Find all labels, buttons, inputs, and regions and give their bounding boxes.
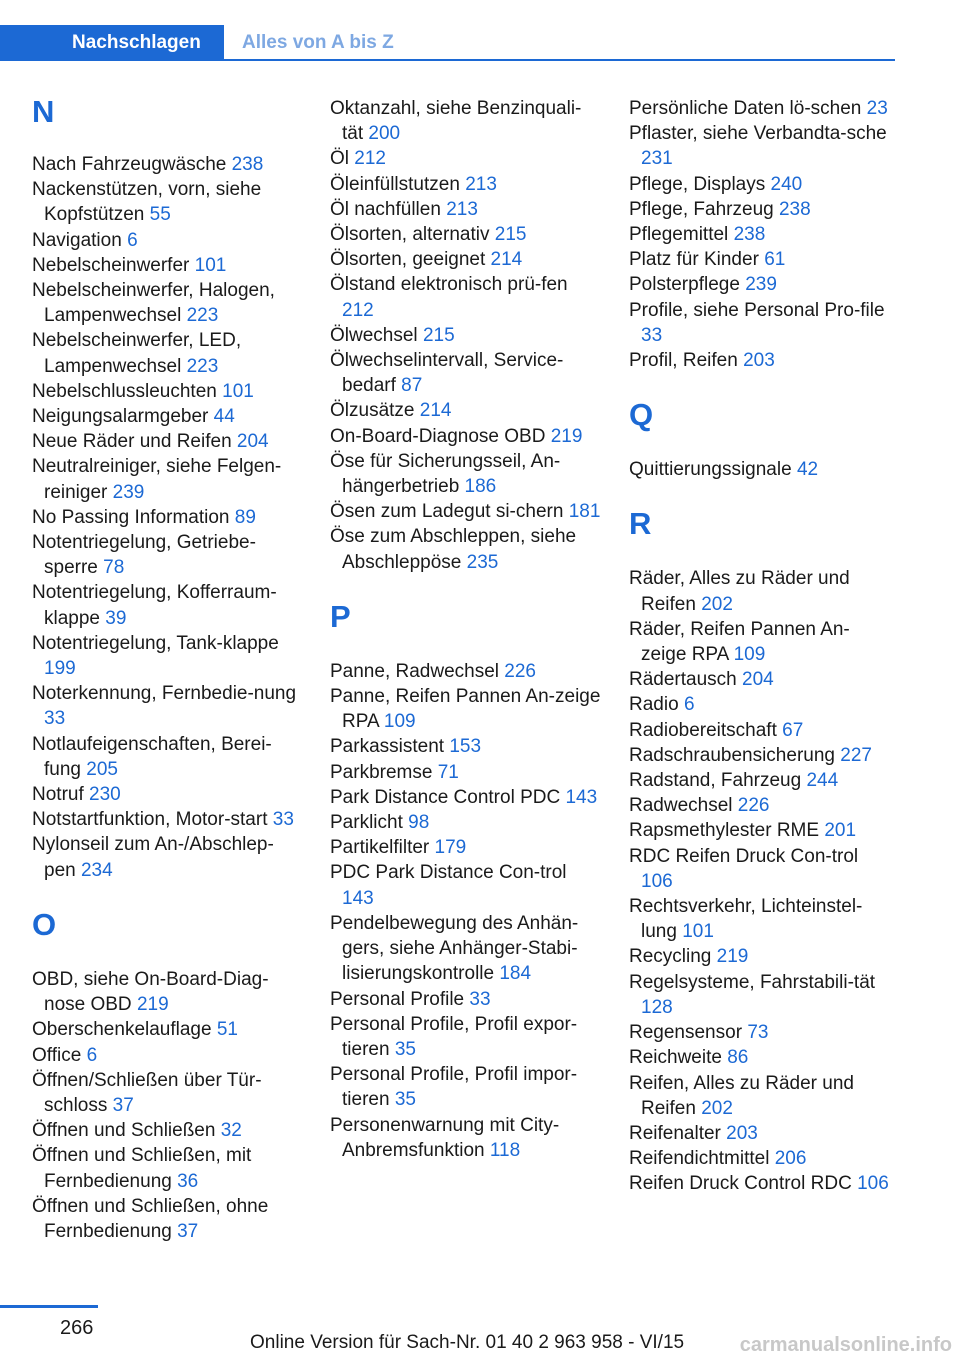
index-entry-page-link[interactable]: 215 bbox=[422, 324, 455, 346]
index-letter-heading: N bbox=[32, 94, 55, 129]
index-entry-text: Rechtsverkehr, Lichteinstel-lung bbox=[629, 896, 863, 943]
index-entry-text: Ölsorten, geeignet bbox=[330, 249, 486, 271]
index-entry bbox=[629, 1121, 891, 1146]
index-letter-heading: R bbox=[629, 506, 652, 542]
index-entry bbox=[32, 228, 304, 253]
index-entry bbox=[32, 782, 304, 807]
index-entry-text: No Passing Information bbox=[32, 506, 230, 528]
index-entry-page-link[interactable]: 33 bbox=[44, 708, 66, 730]
index-entry-text: Reifen, Alles zu Räder und Reifen bbox=[629, 1072, 854, 1119]
index-entry bbox=[629, 818, 891, 843]
index-entry bbox=[629, 768, 891, 793]
index-entry bbox=[330, 323, 602, 348]
index-entry-text: Polsterpflege bbox=[629, 274, 740, 296]
index-entry-page-link[interactable]: 203 bbox=[726, 1122, 758, 1144]
index-entry-page-link[interactable]: 23 bbox=[866, 98, 888, 119]
section-gap bbox=[32, 947, 304, 967]
index-entry-page-link[interactable]: 214 bbox=[419, 400, 452, 422]
index-entry bbox=[32, 1194, 304, 1244]
index-entry-page-link[interactable]: 212 bbox=[354, 148, 386, 170]
index-entry bbox=[629, 566, 891, 616]
index-entry-text: Radschraubensicherung bbox=[629, 744, 835, 766]
header-rule bbox=[224, 59, 895, 61]
footer-rule bbox=[0, 1305, 98, 1308]
index-entry bbox=[629, 743, 891, 768]
index-entry-page-link[interactable]: 109 bbox=[733, 644, 766, 666]
index-entry-text: Ölwechselintervall, Service-bedarf bbox=[330, 350, 564, 397]
index-entry-page-link[interactable]: 39 bbox=[105, 607, 127, 629]
index-entry-page-link[interactable]: 153 bbox=[449, 736, 482, 758]
index-entry-text: Nebelschlussleuchten bbox=[32, 380, 217, 402]
index-entry-text: Öse für Sicherungsseil, An-hängerbetrieb bbox=[330, 450, 561, 498]
online-version-note: Online Version für Sach-Nr. 01 40 2 963 958 - VI/15 bbox=[250, 1332, 685, 1353]
index-entry-text: Rädertausch bbox=[629, 669, 737, 691]
index-entry bbox=[330, 987, 602, 1012]
index-entry-page-link[interactable]: 101 bbox=[682, 921, 714, 943]
index-entry bbox=[629, 197, 891, 222]
section-gap bbox=[330, 639, 602, 659]
subsection-tab: Alles von A bis Z bbox=[242, 32, 394, 53]
index-entry-text: Öffnen und Schließen bbox=[32, 1120, 216, 1142]
index-entry-page-link[interactable]: 37 bbox=[112, 1094, 134, 1116]
index-entry-text: Notlaufeigenschaften, Berei-fung bbox=[32, 733, 272, 780]
index-entry-page-link[interactable]: 223 bbox=[186, 355, 219, 377]
index-entry bbox=[32, 832, 304, 882]
index-entry-page-link[interactable]: 78 bbox=[103, 557, 125, 579]
index-entry bbox=[32, 530, 304, 580]
index-entry bbox=[32, 967, 304, 1017]
index-entry bbox=[629, 1071, 891, 1121]
index-entry-text: Nackenstützen, vorn, siehe Kopfstützen bbox=[32, 179, 262, 226]
index-entry-text: Oberschenkelauflage bbox=[32, 1019, 212, 1041]
index-entry-page-link[interactable]: 179 bbox=[434, 837, 467, 859]
index-entry-page-link[interactable]: 87 bbox=[401, 375, 423, 397]
index-entry bbox=[330, 1062, 602, 1112]
index-entry bbox=[330, 1012, 602, 1062]
index-entry bbox=[629, 272, 891, 297]
index-entry-text: Ösen zum Ladegut si-chern bbox=[330, 501, 564, 523]
index-entry-text: Ölstand elektronisch prü-fen bbox=[330, 274, 568, 296]
index-entry bbox=[629, 298, 891, 348]
index-entry-page-link[interactable]: 213 bbox=[465, 173, 497, 195]
index-entry bbox=[629, 692, 891, 717]
index-entry-text: Radstand, Fahrzeug bbox=[629, 770, 802, 792]
index-entry bbox=[32, 1118, 304, 1143]
index-entry-text: Neutralreiniger, siehe Felgen-reiniger bbox=[32, 456, 282, 503]
index-entry-text: Radwechsel bbox=[629, 795, 733, 817]
index-entry bbox=[330, 684, 602, 734]
index-entry bbox=[330, 449, 602, 499]
index-entry bbox=[629, 1020, 891, 1045]
index-letter-heading: Q bbox=[629, 397, 654, 433]
section-gap bbox=[32, 132, 304, 152]
index-entry bbox=[629, 667, 891, 692]
index-entry-text: Pflaster, siehe Verbandta-sche bbox=[629, 123, 887, 145]
index-entry bbox=[330, 734, 602, 759]
section-gap bbox=[629, 373, 891, 393]
index-entry-page-link[interactable]: 206 bbox=[774, 1148, 807, 1170]
index-entry-text: Regensensor bbox=[629, 1022, 743, 1044]
index-letter-heading: P bbox=[330, 598, 351, 634]
index-column-2 bbox=[330, 96, 602, 1163]
index-entry-text: Pendelbewegung des Anhän-gers, siehe Anhänger-Stabi-lisierungskontrolle bbox=[330, 912, 579, 985]
index-entry bbox=[32, 379, 304, 404]
index-entry-text: Pflegemittel bbox=[629, 224, 729, 246]
index-entry-page-link[interactable]: 186 bbox=[464, 476, 497, 498]
index-entry bbox=[629, 247, 891, 272]
index-entry-page-link[interactable]: 203 bbox=[743, 350, 775, 372]
index-entry-text: Radiobereitschaft bbox=[629, 719, 777, 741]
index-entry bbox=[32, 732, 304, 782]
index-entry bbox=[32, 278, 304, 328]
index-entry-page-link[interactable]: 143 bbox=[565, 786, 598, 808]
section-gap bbox=[629, 482, 891, 502]
index-entry-text: Ölsorten, alternativ bbox=[330, 224, 490, 246]
index-entry-page-link[interactable]: 201 bbox=[824, 820, 857, 842]
index-entry-text: Notentriegelung, Tank-klappe bbox=[32, 632, 279, 654]
index-entry bbox=[330, 348, 602, 398]
index-entry-text: Personenwarnung mit City-Anbremsfunktion bbox=[330, 1114, 560, 1161]
index-entry-text: RDC Reifen Druck Con-trol bbox=[629, 845, 859, 867]
index-entry-page-link[interactable]: 6 bbox=[127, 229, 138, 251]
index-entry bbox=[330, 222, 602, 247]
index-entry-page-link[interactable]: 35 bbox=[394, 1038, 416, 1060]
index-entry bbox=[629, 1171, 891, 1196]
index-entry bbox=[32, 1143, 304, 1193]
index-entry-text: Neigungsalarmgeber bbox=[32, 406, 209, 428]
index-entry-page-link[interactable]: 67 bbox=[782, 719, 804, 741]
index-entry-text: Öse zum Abschleppen, siehe Abschleppöse bbox=[330, 526, 577, 573]
index-entry bbox=[330, 810, 602, 835]
index-entry bbox=[629, 1045, 891, 1070]
index-entry-text: Personal Profile, Profil expor-tieren bbox=[330, 1013, 578, 1060]
index-entry bbox=[330, 96, 602, 146]
index-entry-text: Recycling bbox=[629, 946, 712, 968]
index-entry-text: Nach Fahrzeugwäsche bbox=[32, 154, 227, 175]
index-entry bbox=[32, 505, 304, 530]
index-entry-text: Öleinfüllstutzen bbox=[330, 173, 460, 195]
index-entry bbox=[330, 760, 602, 785]
index-entry bbox=[629, 844, 891, 894]
index-entry-page-link[interactable]: 73 bbox=[747, 1022, 769, 1044]
index-entry-page-link[interactable]: 238 bbox=[231, 154, 264, 175]
index-entry bbox=[629, 793, 891, 818]
index-entry bbox=[32, 404, 304, 429]
index-entry-page-link[interactable]: 219 bbox=[716, 946, 749, 968]
index-entry-page-link[interactable]: 101 bbox=[222, 380, 254, 402]
index-entry-text: Reifenalter bbox=[629, 1122, 721, 1144]
index-entry-page-link[interactable]: 51 bbox=[216, 1019, 238, 1041]
index-entry bbox=[330, 524, 602, 574]
index-entry-text: Radio bbox=[629, 694, 679, 716]
index-entry-page-link[interactable]: 6 bbox=[683, 694, 695, 716]
page-header bbox=[0, 25, 895, 62]
index-column-3 bbox=[629, 96, 891, 1197]
index-entry-text: Räder, Reifen Pannen An-zeige RPA bbox=[629, 618, 850, 666]
index-entry-text: Panne, Radwechsel bbox=[330, 660, 499, 682]
index-entry-page-link[interactable]: 86 bbox=[727, 1047, 749, 1069]
index-entry-page-link[interactable]: 33 bbox=[272, 809, 294, 831]
index-entry-page-link[interactable]: 213 bbox=[446, 198, 478, 220]
index-entry bbox=[32, 580, 304, 630]
index-entry-page-link[interactable]: 239 bbox=[112, 481, 145, 503]
index-entry bbox=[629, 617, 891, 667]
index-entry-text: Office bbox=[32, 1044, 82, 1066]
section-tab: Nachschlagen bbox=[0, 25, 224, 61]
index-entry-page-link[interactable]: 202 bbox=[701, 593, 733, 615]
index-entry bbox=[32, 631, 304, 681]
index-entry-page-link[interactable]: 42 bbox=[796, 459, 819, 481]
index-entry-text: Notentriegelung, Kofferraum-klappe bbox=[32, 582, 277, 629]
index-entry-page-link[interactable]: 238 bbox=[778, 198, 811, 220]
index-entry-text: Neue Räder und Reifen bbox=[32, 431, 232, 453]
index-entry bbox=[330, 424, 602, 449]
index-entry bbox=[629, 222, 891, 247]
index-entry-text: Öffnen und Schließen, mit Fernbedienung bbox=[32, 1145, 252, 1192]
index-entry-page-link[interactable]: 44 bbox=[213, 406, 235, 428]
index-entry bbox=[330, 197, 602, 222]
index-entry bbox=[330, 659, 602, 684]
index-entry bbox=[629, 457, 891, 482]
index-entry bbox=[330, 1113, 602, 1163]
index-entry bbox=[330, 835, 602, 860]
index-entry-text: Reichweite bbox=[629, 1047, 722, 1069]
index-entry bbox=[32, 177, 304, 227]
index-entry-page-link[interactable]: 55 bbox=[149, 204, 171, 226]
section-gap bbox=[629, 546, 891, 566]
index-entry-page-link[interactable]: 219 bbox=[136, 994, 169, 1016]
index-entry bbox=[32, 1068, 304, 1118]
index-entry-text: Parklicht bbox=[330, 812, 403, 834]
index-entry bbox=[629, 970, 891, 1020]
index-entry-page-link[interactable]: 238 bbox=[733, 224, 766, 246]
index-entry-text: Park Distance Control PDC bbox=[330, 786, 561, 808]
index-entry bbox=[32, 152, 304, 177]
index-entry bbox=[32, 328, 304, 378]
index-entry-text: Reifendichtmittel bbox=[629, 1148, 770, 1170]
index-entry bbox=[330, 911, 602, 987]
index-entry bbox=[330, 398, 602, 423]
index-entry bbox=[32, 454, 304, 504]
index-entry bbox=[32, 253, 304, 278]
index-entry bbox=[629, 96, 891, 121]
index-entry-page-link[interactable]: 184 bbox=[499, 963, 532, 985]
index-entry-page-link[interactable]: 215 bbox=[494, 224, 527, 246]
index-entry-page-link[interactable]: 71 bbox=[437, 761, 459, 783]
index-entry-text: Parkbremse bbox=[330, 761, 433, 783]
index-entry-page-link[interactable]: 240 bbox=[770, 173, 803, 195]
index-entry-page-link[interactable]: 35 bbox=[394, 1089, 416, 1111]
index-entry-page-link[interactable]: 32 bbox=[220, 1120, 242, 1142]
index-entry bbox=[330, 146, 602, 171]
index-entry-text: Öl bbox=[330, 148, 349, 170]
index-entry bbox=[32, 1017, 304, 1042]
index-entry-text: Nylonseil zum An-/Abschlep-pen bbox=[32, 834, 274, 881]
index-entry-page-link[interactable]: 106 bbox=[641, 870, 673, 892]
index-entry-text: Parkassistent bbox=[330, 736, 445, 758]
index-entry-page-link[interactable]: 202 bbox=[701, 1097, 733, 1119]
index-entry-text: Ölwechsel bbox=[330, 324, 418, 346]
index-column-1 bbox=[32, 96, 304, 1244]
index-entry-page-link[interactable]: 223 bbox=[186, 305, 219, 327]
index-entry-text: Nebelscheinwerfer bbox=[32, 254, 190, 276]
index-entry-page-link[interactable]: 204 bbox=[236, 431, 269, 453]
index-entry-text: Profil, Reifen bbox=[629, 350, 738, 372]
index-entry-page-link[interactable]: 219 bbox=[550, 425, 583, 447]
index-entry-page-link[interactable]: 239 bbox=[745, 274, 777, 296]
index-entry bbox=[629, 348, 891, 373]
index-entry-text: Panne, Reifen Pannen An-zeige RPA bbox=[330, 686, 601, 733]
index-entry-text: Oktanzahl, siehe Benzinquali-tät bbox=[330, 98, 582, 145]
section-gap bbox=[32, 883, 304, 903]
index-entry-text: Regelsysteme, Fahrstabili-tät bbox=[629, 971, 876, 993]
index-entry bbox=[32, 807, 304, 832]
index-entry-page-link[interactable]: 33 bbox=[469, 988, 491, 1010]
index-entry-page-link[interactable]: 200 bbox=[368, 123, 401, 145]
index-entry-page-link[interactable]: 118 bbox=[489, 1139, 521, 1161]
index-entry-text: OBD, siehe On-Board-Diag-nose OBD bbox=[32, 968, 269, 1016]
page-number: 266 bbox=[60, 1317, 94, 1339]
index-entry-text: Pflege, Displays bbox=[629, 173, 766, 195]
index-entry-text: Partikelfilter bbox=[330, 837, 430, 859]
index-entry-text: Pflege, Fahrzeug bbox=[629, 198, 774, 220]
index-entry-page-link[interactable]: 226 bbox=[737, 795, 770, 817]
section-gap bbox=[330, 575, 602, 595]
index-entry bbox=[330, 247, 602, 272]
index-entry-text: Nebelscheinwerfer, Halogen, Lampenwechsel bbox=[32, 280, 275, 327]
index-entry-page-link[interactable]: 205 bbox=[86, 758, 118, 780]
index-entry-page-link[interactable]: 214 bbox=[490, 249, 523, 271]
index-entry-text: Nebelscheinwerfer, LED, Lampenwechsel bbox=[32, 330, 242, 377]
index-entry-page-link[interactable]: 226 bbox=[504, 660, 536, 682]
index-entry-page-link[interactable]: 61 bbox=[764, 249, 786, 271]
index-entry-text: Platz für Kinder bbox=[629, 249, 759, 271]
index-entry-text: Navigation bbox=[32, 229, 122, 251]
index-entry bbox=[32, 1043, 304, 1068]
index-entry-page-link[interactable]: 227 bbox=[840, 744, 872, 766]
index-entry bbox=[629, 121, 891, 171]
index-entry bbox=[629, 718, 891, 743]
index-entry-page-link[interactable]: 181 bbox=[568, 501, 601, 523]
index-entry-text: Notruf bbox=[32, 784, 84, 806]
index-entry-text: Räder, Alles zu Räder und Reifen bbox=[629, 568, 850, 615]
index-entry-page-link[interactable]: 37 bbox=[177, 1220, 199, 1242]
index-entry bbox=[629, 1146, 891, 1171]
index-entry bbox=[330, 172, 602, 197]
index-entry bbox=[330, 860, 602, 910]
index-entry-text: Personal Profile, Profil impor-tieren bbox=[330, 1064, 578, 1111]
index-entry-text: PDC Park Distance Con-trol bbox=[330, 862, 567, 884]
index-entry bbox=[629, 172, 891, 197]
index-entry-text: Notstartfunktion, Motor-start bbox=[32, 809, 268, 831]
index-entry-page-link[interactable]: 89 bbox=[234, 506, 256, 528]
index-entry-text: Öffnen/Schließen über Tür-schloss bbox=[32, 1069, 262, 1116]
index-entry-page-link[interactable]: 36 bbox=[177, 1170, 199, 1192]
index-entry bbox=[32, 429, 304, 454]
index-entry bbox=[629, 944, 891, 969]
index-letter-heading: O bbox=[32, 906, 57, 942]
index-entry-page-link[interactable]: 231 bbox=[641, 148, 673, 170]
index-entry-text: Persönliche Daten lö-schen bbox=[629, 98, 862, 119]
index-entry bbox=[330, 785, 602, 810]
section-gap bbox=[629, 437, 891, 457]
index-entry-text: Öffnen und Schließen, ohne Fernbedienung bbox=[32, 1195, 269, 1242]
index-entry-text: Quittierungssignale bbox=[629, 459, 792, 481]
index-entry-page-link[interactable]: 128 bbox=[641, 996, 673, 1018]
index-entry-page-link[interactable]: 235 bbox=[466, 551, 499, 573]
index-entry-page-link[interactable]: 204 bbox=[742, 669, 774, 691]
index-entry-text: Öl nachfüllen bbox=[330, 198, 441, 220]
index-entry-text: Rapsmethylester RME bbox=[629, 820, 820, 842]
index-entry bbox=[330, 499, 602, 524]
index-entry-text: Noterkennung, Fernbedie-nung bbox=[32, 683, 297, 705]
index-entry-page-link[interactable]: 244 bbox=[806, 770, 839, 792]
index-entry-page-link[interactable]: 6 bbox=[86, 1044, 98, 1066]
index-entry-page-link[interactable]: 106 bbox=[857, 1173, 889, 1195]
index-entry-text: Profile, siehe Personal Pro-file bbox=[629, 299, 885, 321]
index-entry-page-link[interactable]: 199 bbox=[44, 658, 76, 680]
index-entry bbox=[330, 272, 602, 322]
index-entry-text: On-Board-Diagnose OBD bbox=[330, 425, 546, 447]
index-entry-page-link[interactable]: 143 bbox=[342, 887, 374, 909]
watermark: carmanualsonline.info bbox=[739, 1334, 952, 1356]
index-entry-page-link[interactable]: 98 bbox=[408, 812, 430, 834]
index-entry-page-link[interactable]: 33 bbox=[641, 324, 663, 346]
index-entry-page-link[interactable]: 212 bbox=[342, 299, 374, 321]
index-entry-text: Notentriegelung, Getriebe-sperre bbox=[32, 532, 256, 579]
index-entry-page-link[interactable]: 109 bbox=[383, 711, 416, 733]
index-entry-page-link[interactable]: 230 bbox=[89, 784, 121, 806]
index-entry-text: Ölzusätze bbox=[330, 400, 415, 422]
index-entry-page-link[interactable]: 234 bbox=[80, 859, 113, 881]
index-entry-text: Reifen Druck Control RDC bbox=[629, 1173, 852, 1195]
index-entry-page-link[interactable]: 101 bbox=[194, 254, 227, 276]
index-entry-text: Personal Profile bbox=[330, 988, 465, 1010]
index-entry bbox=[629, 894, 891, 944]
index-entry bbox=[32, 681, 304, 731]
